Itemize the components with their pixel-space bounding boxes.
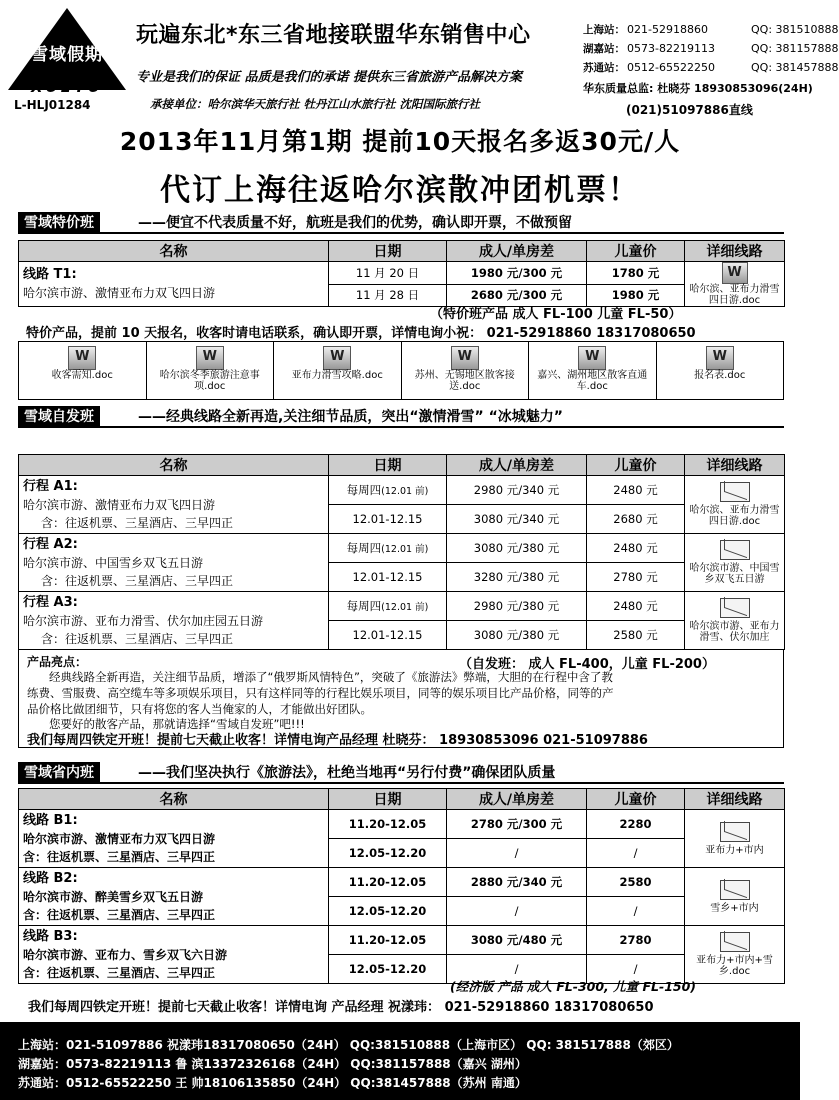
adult-price: / — [447, 897, 587, 926]
route-name: 线路 B1: — [23, 812, 78, 828]
child-price: 1980 元 — [587, 284, 685, 307]
date-cell: 12.01-12.15 — [329, 505, 447, 534]
col-child: 儿童价 — [587, 789, 685, 810]
highlight-line: 品价格比做团细节，只有将您的客人当俺家的人，才能做出好团队。 — [27, 702, 372, 716]
detail-file[interactable] — [685, 926, 785, 984]
adult-price: 2680 元/300 元 — [447, 284, 587, 307]
special-price-table — [18, 240, 785, 307]
route-desc: 哈尔滨市游、激情亚布力双飞四日游 — [23, 831, 216, 846]
attachment-strip — [18, 341, 784, 400]
word-doc-icon: W — [706, 346, 734, 370]
station: 上海站： — [583, 24, 625, 36]
date-note: (12.01 前) — [381, 486, 429, 497]
child-price: 2480 元 — [587, 592, 685, 621]
date: 每周四 — [346, 483, 382, 497]
footer-contact: 湖嘉站：0573-82219113 鲁 滨13372326168（24H） QQ:381157888（嘉兴 湖州） — [18, 1057, 527, 1071]
table-row — [19, 534, 785, 563]
col-name: 名称 — [19, 241, 329, 262]
route-cell — [19, 262, 329, 307]
station: 苏通站： — [583, 62, 625, 74]
route-includes: 含：往返机票、三星酒店、三早四正 — [41, 631, 234, 646]
file-name: 收客需知.doc — [51, 370, 113, 381]
route-desc: 哈尔滨市游、亚布力滑雪、伏尔加庄园五日游 — [23, 613, 264, 628]
date-note: (12.01 前) — [381, 602, 429, 613]
route-desc: 哈尔滨市游、激情亚布力双飞四日游 — [23, 497, 216, 512]
highlight-label: 产品亮点： — [27, 655, 88, 669]
route-cell — [19, 868, 329, 926]
child-price: 2480 元 — [587, 476, 685, 505]
word-doc-icon: W — [68, 346, 96, 370]
file-name: 亚布力滑雪攻略.doc — [291, 370, 383, 381]
route-desc: 哈尔滨市游、亚布力、雪乡双飞六日游 — [23, 947, 228, 962]
route-name: 线路 B2: — [23, 870, 78, 886]
mail-icon — [720, 880, 750, 900]
table-row — [19, 476, 785, 505]
mail-icon — [720, 932, 750, 952]
word-doc-icon: W — [578, 346, 606, 370]
highlight-box — [18, 650, 784, 748]
section-desc: ——我们坚决执行《旅游法》，杜绝当地再“另行付费”确保团队质量 — [138, 765, 556, 781]
child-price: 2280 — [587, 810, 685, 839]
table-row — [19, 262, 785, 285]
detail-file[interactable] — [685, 534, 785, 592]
route-name: 行程 A3: — [23, 594, 78, 610]
mail-icon — [720, 598, 750, 618]
table-row — [19, 810, 785, 839]
word-doc-icon: W — [722, 262, 748, 284]
adult-price: / — [447, 839, 587, 868]
adult-price: 2980 元/380 元 — [447, 592, 587, 621]
highlight-line: 您要好的散客产品，那就请选择“雪域自发班”吧!!! — [49, 717, 305, 731]
child-price: 2580 — [587, 868, 685, 897]
file-name: 哈尔滨冬季旅游注意事项.doc — [159, 370, 260, 392]
phone: 0512-65522250 — [627, 61, 715, 74]
child-price: 2780 元 — [587, 563, 685, 592]
section-tag: 雪域自发班 — [18, 406, 100, 428]
date-cell: 12.01-12.15 — [329, 563, 447, 592]
date-cell: 12.05-12.20 — [329, 897, 447, 926]
attachment[interactable] — [146, 342, 274, 400]
child-price: / — [587, 955, 685, 984]
mail-icon — [720, 822, 750, 842]
table-header-row — [19, 241, 785, 262]
date-cell: 11.20-12.05 — [329, 926, 447, 955]
col-child: 儿童价 — [587, 241, 685, 262]
qq: QQ: 381457888 — [751, 61, 839, 74]
section-header-self — [18, 406, 784, 428]
contact-row — [583, 41, 839, 56]
mail-icon — [720, 540, 750, 560]
child-price: 2580 元 — [587, 621, 685, 650]
route-name: 线路 B3: — [23, 928, 78, 944]
date-cell — [329, 592, 447, 621]
adult-price: 3080 元/340 元 — [447, 505, 587, 534]
headline-issue: 2013年11月第1期 提前10天报名多返30元/人 — [119, 127, 681, 156]
adult-price: / — [447, 955, 587, 984]
file-name: 苏州、无锡地区散客接送.doc — [414, 370, 515, 392]
col-name: 名称 — [19, 789, 329, 810]
date-cell: 11.20-12.05 — [329, 810, 447, 839]
col-detail: 详细线路 — [685, 455, 785, 476]
quality-director: 华东质量总监: 杜晓芬 18930853096(24H) — [583, 82, 813, 95]
date-note: (12.01 前) — [381, 544, 429, 555]
table-row — [19, 926, 785, 955]
adult-price: 3080 元/380 元 — [447, 534, 587, 563]
attachment[interactable] — [274, 342, 402, 400]
page-title: 玩遍东北*东三省地接联盟华东销售中心 — [136, 23, 531, 48]
date: 每周四 — [346, 541, 382, 555]
fl-note: （自发班： 成人 FL-400，儿童 FL-200） — [459, 657, 715, 672]
table-row — [19, 868, 785, 897]
date-cell: 11.20-12.05 — [329, 868, 447, 897]
route-name: 线路 T1: — [23, 267, 77, 282]
detail-file[interactable] — [685, 592, 785, 650]
contact-line: 我们每周四铁定开班！提前七天截止收客！详情电询产品经理 杜晓芬： 18930853096 021-51097886 — [27, 733, 648, 748]
word-doc-icon: W — [323, 346, 351, 370]
route-cell — [19, 810, 329, 868]
adult-price: 3280 元/380 元 — [447, 563, 587, 592]
date-cell: 11 月 28 日 — [329, 284, 447, 307]
section-tag: 雪域省内班 — [18, 762, 100, 784]
date-cell — [329, 476, 447, 505]
file-name: 哈尔滨、亚布力滑雪四日游.doc — [689, 284, 780, 306]
detail-file[interactable] — [685, 262, 785, 307]
highlight-line: 经典线路全新再造，关注细节品质，增添了“俄罗斯风情特色”，突破了《旅游法》弊端，大胆的在行程中含了教 — [49, 670, 613, 684]
slogan: 专业是我们的保证 品质是我们的承诺 提供东三省旅游产品解决方案 — [136, 70, 523, 85]
file-name: 嘉兴、湖州地区散客直通车.doc — [537, 370, 648, 392]
logo-name: 雪域假期 — [31, 45, 103, 65]
route-includes: 含：往返机票、三星酒店、三早四正 — [23, 849, 216, 864]
route-name: 行程 A2: — [23, 536, 78, 552]
route-desc: 哈尔滨市游、醉美雪乡双飞五日游 — [23, 889, 204, 904]
fl-note: (经济版 产品 成人 FL-300, 儿童 FL-150) — [450, 979, 697, 994]
mail-icon — [720, 482, 750, 502]
date-cell: 11 月 20 日 — [329, 262, 447, 285]
col-date: 日期 — [329, 241, 447, 262]
route-includes: 含：往返机票、三星酒店、三早四正 — [41, 515, 234, 530]
table-header-row — [19, 789, 785, 810]
col-name: 名称 — [19, 455, 329, 476]
self-tour-table — [18, 454, 785, 650]
table-header-row — [19, 455, 785, 476]
highlight-line: 练费、雪服费、高空缆车等多项娱乐项目，只有这样同等的行程比娱乐项目，同等的娱乐项目比产品价格，同等的产 — [27, 686, 614, 700]
file-name: 雪乡+市内 — [710, 902, 759, 914]
footer — [0, 1022, 800, 1100]
contact-line: 我们每周四铁定开班！提前七天截止收客！详情电询 产品经理 祝漾玮： 021-52918860 18317080650 — [28, 1000, 654, 1015]
route-desc: 哈尔滨市游、激情亚布力双飞四日游 — [23, 286, 216, 300]
attachment[interactable] — [529, 342, 657, 400]
adult-price: 2880 元/340 元 — [447, 868, 587, 897]
child-price: / — [587, 839, 685, 868]
file-name: 亚布力+市内 — [705, 844, 764, 856]
route-name: 行程 A1: — [23, 478, 78, 494]
route-cell — [19, 592, 329, 650]
attachment[interactable] — [19, 342, 147, 400]
file-name: 报名表.doc — [694, 370, 746, 381]
fl-note: （特价班产品 成人 FL-100 儿童 FL-50） — [430, 307, 682, 322]
license-number: L-HLJ01284 — [14, 98, 91, 112]
route-includes: 含：往返机票、三星酒店、三早四正 — [23, 907, 216, 922]
route-includes: 含：往返机票、三星酒店、三早四正 — [41, 573, 234, 588]
col-adult: 成人/单房差 — [447, 789, 587, 810]
route-desc: 哈尔滨市游、中国雪乡双飞五日游 — [23, 555, 204, 570]
child-price: / — [587, 897, 685, 926]
adult-price: 2780 元/300 元 — [447, 810, 587, 839]
route-cell — [19, 476, 329, 534]
file-name: 亚布力+市内+雪乡.doc — [696, 955, 773, 977]
footer-contact: 苏通站：0512-65522250 王 帅18106135850（24H） QQ:381457888（苏州 南通） — [18, 1076, 527, 1090]
file-name: 哈尔滨市游、中国雪乡双飞五日游 — [689, 563, 780, 585]
child-price: 1780 元 — [587, 262, 685, 285]
section-header-special — [18, 212, 784, 234]
date-cell: 12.01-12.15 — [329, 621, 447, 650]
headline-flights: 代订上海往返哈尔滨散冲团机票！ — [160, 173, 640, 208]
section-desc: ——经典线路全新再造,关注细节品质，突出“激情滑雪” “冰城魅力” — [138, 409, 563, 425]
logo-en: XUEYU — [30, 78, 104, 96]
route-cell — [19, 926, 329, 984]
date: 每周四 — [346, 599, 382, 613]
date-cell: 12.05-12.20 — [329, 955, 447, 984]
col-date: 日期 — [329, 789, 447, 810]
adult-price: 2980 元/340 元 — [447, 476, 587, 505]
child-price: 2780 — [587, 926, 685, 955]
file-name: 哈尔滨、亚布力滑雪四日游.doc — [689, 505, 780, 527]
col-date: 日期 — [329, 455, 447, 476]
word-doc-icon: W — [196, 346, 224, 370]
date-cell — [329, 534, 447, 563]
col-child: 儿童价 — [587, 455, 685, 476]
qq: QQ: 381510888 — [751, 23, 839, 36]
child-price: 2680 元 — [587, 505, 685, 534]
footer-contact: 上海站：021-51097886 祝漾玮18317080650（24H） QQ:381510888（上海市区） QQ: 381517888（郊区） — [18, 1038, 679, 1052]
special-notice: 特价产品，提前 10 天报名，收客时请电话联系，确认即开票，详情电询小祝： 021-52918860 18317080650 — [26, 326, 696, 341]
direct-line: (021)51097886直线 — [626, 103, 753, 117]
host-agencies: 承接单位：哈尔滨华天旅行社 牡丹江山水旅行社 沈阳国际旅行社 — [150, 97, 481, 111]
province-tour-table — [18, 788, 785, 984]
contact-row — [583, 22, 839, 37]
col-detail: 详细线路 — [685, 241, 785, 262]
word-doc-icon: W — [451, 346, 479, 370]
route-cell — [19, 534, 329, 592]
col-adult: 成人/单房差 — [447, 455, 587, 476]
adult-price: 3080 元/480 元 — [447, 926, 587, 955]
section-desc: ——便宜不代表质量不好，航班是我们的优势，确认即开票，不做预留 — [138, 215, 572, 231]
adult-price: 3080 元/380 元 — [447, 621, 587, 650]
section-header-province — [18, 762, 784, 784]
col-adult: 成人/单房差 — [447, 241, 587, 262]
child-price: 2480 元 — [587, 534, 685, 563]
detail-file[interactable] — [685, 868, 785, 926]
phone: 0573-82219113 — [627, 42, 715, 55]
date-cell: 12.05-12.20 — [329, 839, 447, 868]
table-row — [19, 592, 785, 621]
detail-file[interactable] — [685, 810, 785, 868]
phone: 021-52918860 — [627, 23, 708, 36]
contact-row — [583, 60, 839, 75]
route-includes: 含：往返机票、三星酒店、三早四正 — [23, 965, 216, 980]
attachment[interactable] — [656, 342, 784, 400]
adult-price: 1980 元/300 元 — [447, 262, 587, 285]
section-tag: 雪域特价班 — [18, 212, 100, 234]
file-name: 哈尔滨市游、亚布力滑雪、伏尔加庄 — [689, 621, 780, 643]
qq: QQ: 381157888 — [751, 42, 839, 55]
detail-file[interactable] — [685, 476, 785, 534]
col-detail: 详细线路 — [685, 789, 785, 810]
attachment[interactable] — [401, 342, 529, 400]
station: 湖嘉站： — [583, 43, 625, 55]
